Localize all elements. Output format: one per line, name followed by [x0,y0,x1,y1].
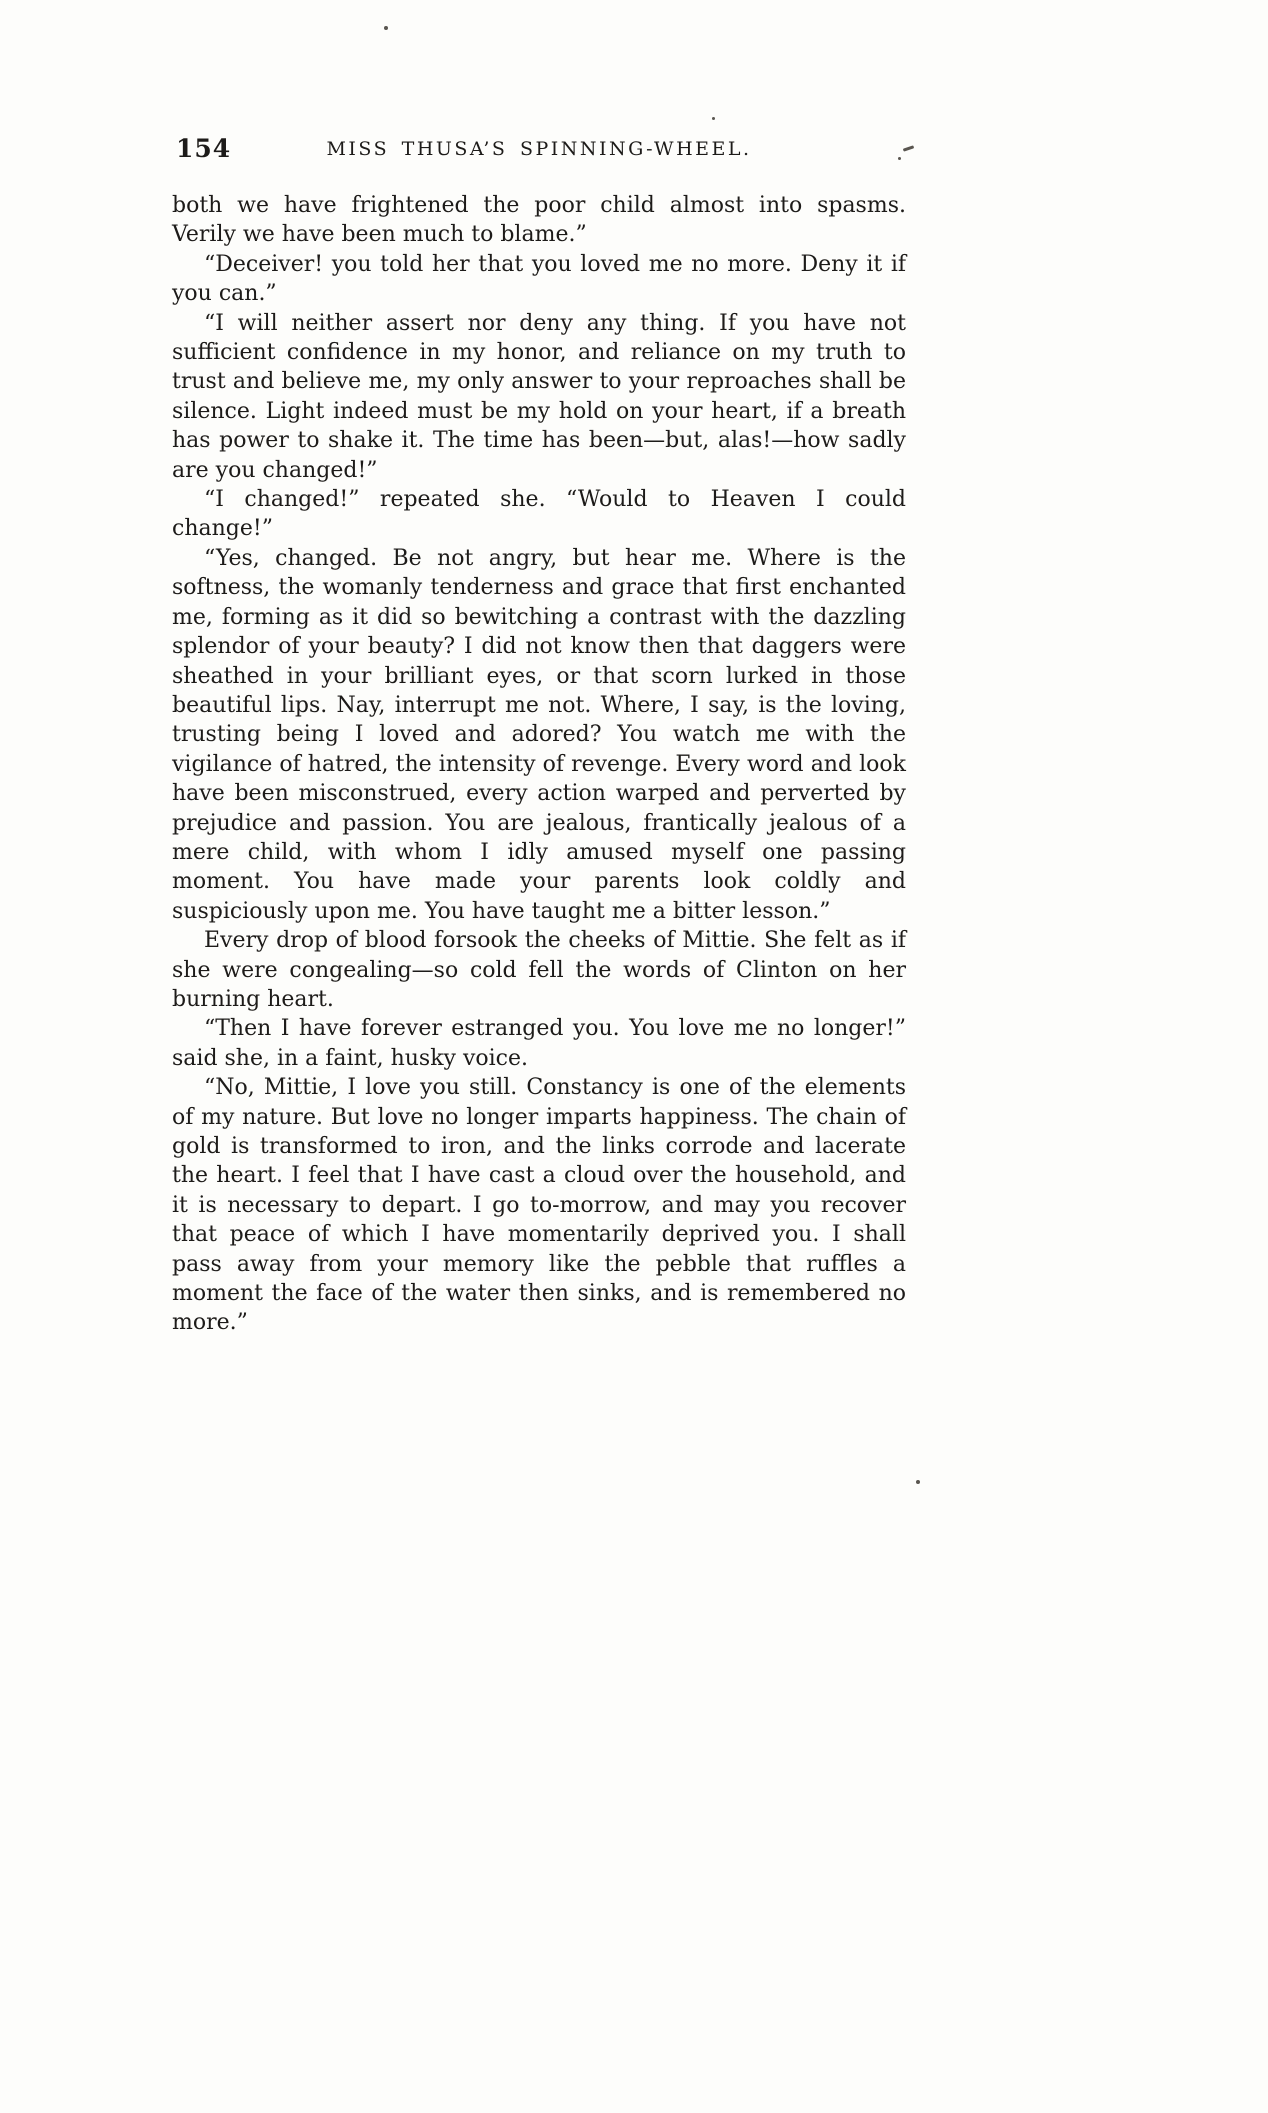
scan-artifact-dot [712,117,715,120]
paragraph: “I changed!” repeated she. “Would to Heaven I could change!” [172,487,906,542]
paragraph: “Yes, changed. Be not angry, but hear me. Where is the softness, the womanly tenderness and grace that first enchanted me, forming as it did so bewitching a contrast with the dazzling splendor of your beauty? I did not know then that daggers were sheathed in your brilliant eyes, or that scorn lurked in those beautiful lips. Nay, interrupt me not. Where, I say, is the loving, trusting being I loved and adored? You watch me with the vigilance of hatred, the intensity of revenge. Every word and look have been misconstrued, every action warped and perverted by prejudice and passion. You are jealous, frantically jealous of a mere child, with whom I idly amused myself one passing moment. You have made your parents look coldly and suspiciously upon me. You have taught me a bitter lesson.” [172,545,906,924]
scan-artifact-dot [898,157,901,160]
paragraph: both we have frightened the poor child almost into spasms. Verily we have been much to blame.” [172,193,906,248]
page-body [172,191,906,1338]
page-number: 154 [176,134,232,163]
paragraph: “Then I have forever estranged you. You love me no longer!” said she, in a faint, husky voice. [172,1016,906,1071]
paragraph: “Deceiver! you told her that you loved me no more. Deny it if you can.” [172,251,906,307]
paragraph: “No, Mittie, I love you still. Constancy is one of the elements of my nature. But love no longer imparts happiness. The chain of gold is transformed to iron, and the links corrode and lacerate the heart. I feel that I have cast a cloud over the household, and it is necessary to depart. I go to-morrow, and may you recover that peace of which I have momentarily deprived you. I shall pass away from your memory like the pebble that ruffles a moment the face of the water then sinks, and is remembered no more.” [172,1075,906,1336]
page-header [172,134,906,166]
paragraph: Every drop of blood forsook the cheeks of Mittie. She felt as if she were congealing—so cold fell the words of Clinton on her burning heart. [172,928,906,1012]
scan-artifact-dot [384,26,388,30]
paragraph: “I will neither assert nor deny any thing. If you have not sufficient confidence in my honor, and reliance on my truth to trust and believe me, my only answer to your reproaches shall be silence. Light indeed must be my hold on your heart, if a breath has power to shake it. The time has been—but, alas!—how sadly are you changed!” [172,310,906,483]
running-title: MISS THUSA’S SPINNING-WHEEL. [326,138,752,160]
scan-artifact-dot [916,1480,920,1484]
